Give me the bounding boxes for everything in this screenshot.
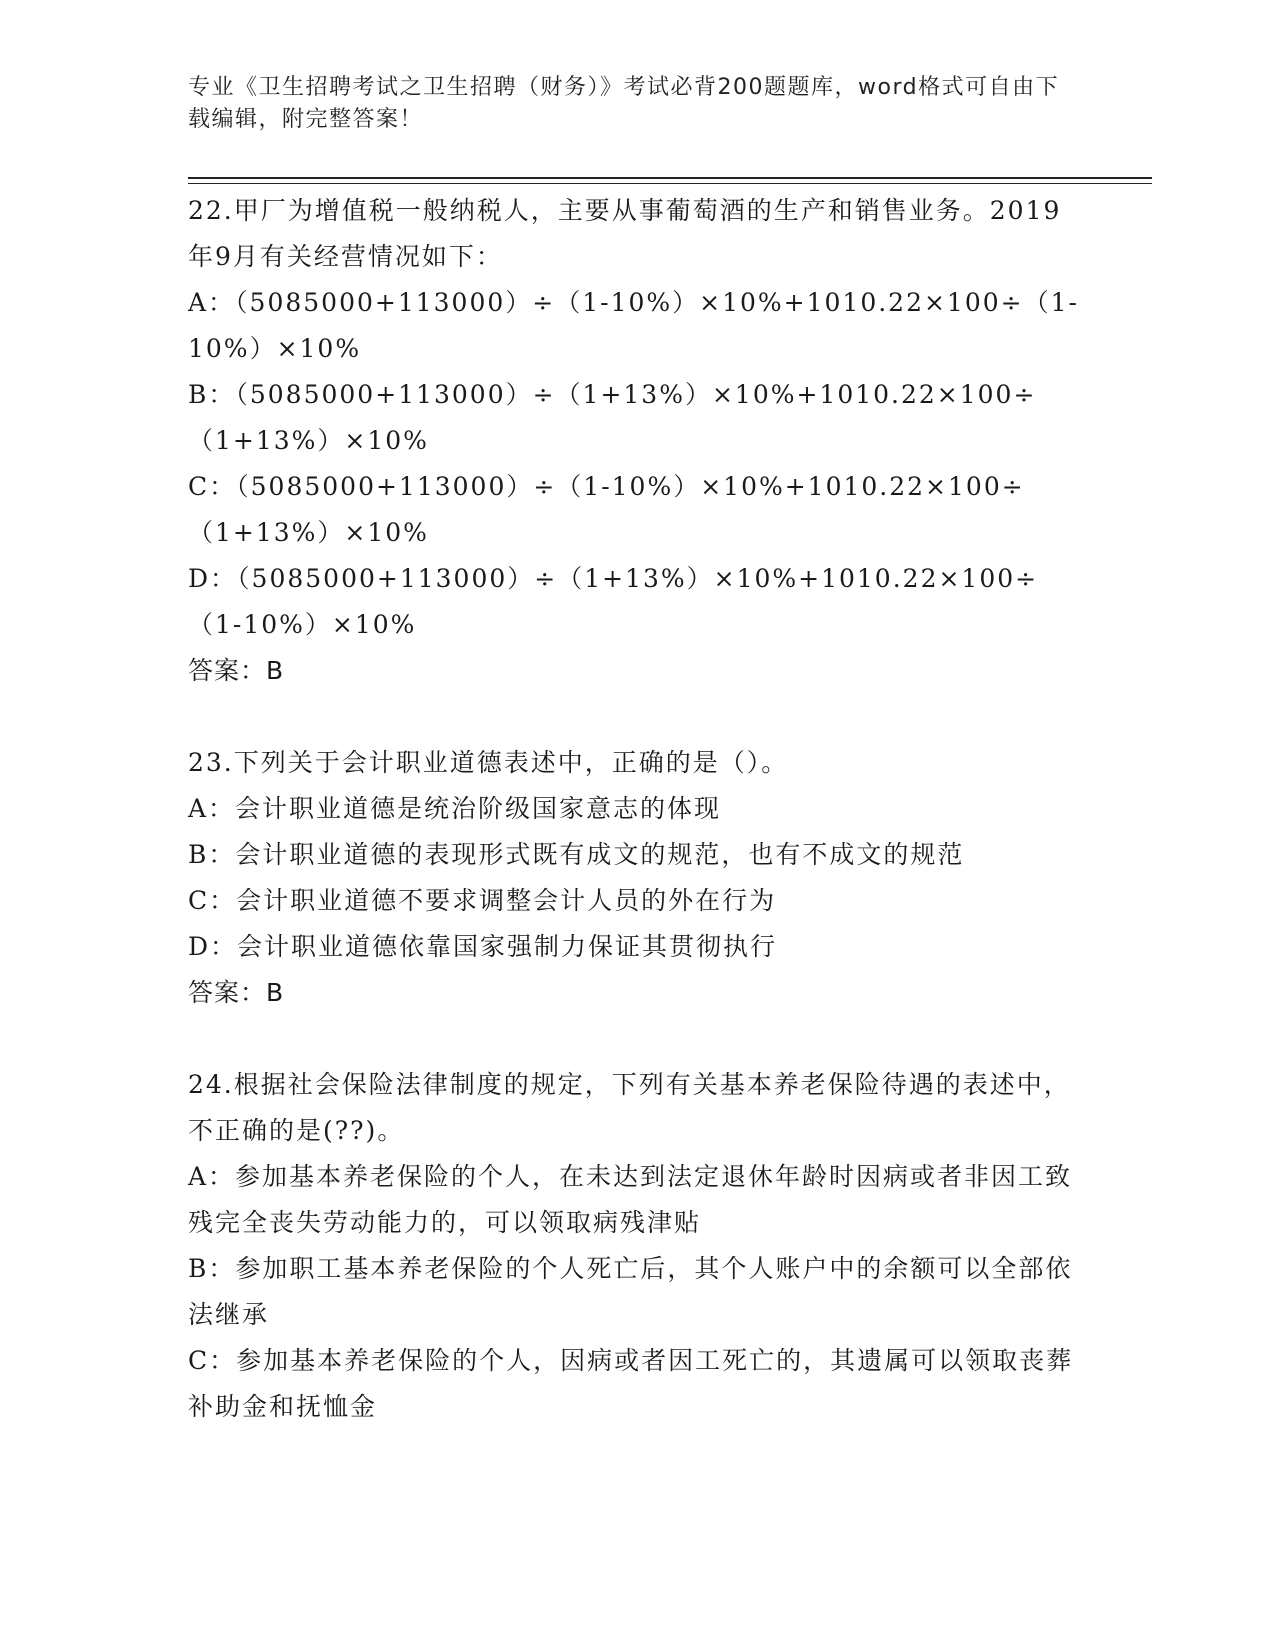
question-list (188, 188, 1088, 1476)
option-c: C：会计职业道德不要求调整会计人员的外在行为 (188, 886, 777, 915)
option-c: C：参加基本养老保险的个人，因病或者因工死亡的，其遗属可以领取丧葬补助金和抚恤金 (188, 1346, 1074, 1421)
document-header: 专业《卫生招聘考试之卫生招聘（财务）》考试必背200题题库，word格式可自由下载编辑，附完整答案！ (188, 75, 1060, 132)
header-divider-thin (188, 183, 1152, 184)
option-b: B：（5085000+113000）÷（1+13%）×10%+1010.22×100÷（1+13%）×10% (188, 380, 1037, 455)
option-d: D：会计职业道德依靠国家强制力保证其贯彻执行 (188, 932, 778, 961)
answer-line: 答案：B (188, 656, 285, 685)
option-a: A：（5085000+113000）÷（1-10%）×10%+1010.22×100÷（1-10%）×10% (188, 288, 1079, 363)
answer-line: 答案：B (188, 978, 285, 1007)
option-b: B：参加职工基本养老保险的个人死亡后，其个人账户中的余额可以全部依法继承 (188, 1254, 1073, 1329)
header-divider (188, 177, 1152, 179)
option-a: A：参加基本养老保险的个人，在未达到法定退休年龄时因病或者非因工致残完全丧失劳动能力的，可以领取病残津贴 (188, 1162, 1073, 1237)
question-24 (188, 1062, 1088, 1430)
option-d: D：（5085000+113000）÷（1+13%）×10%+1010.22×100÷（1-10%）×10% (188, 564, 1039, 639)
question-22 (188, 188, 1088, 694)
question-stem: 24.根据社会保险法律制度的规定，下列有关基本养老保险待遇的表述中，不正确的是(??)。 (188, 1070, 1071, 1145)
question-stem: 23.下列关于会计职业道德表述中，正确的是（）。 (188, 748, 789, 777)
question-stem: 22.甲厂为增值税一般纳税人，主要从事葡萄酒的生产和销售业务。2019年9月有关经营情况如下： (188, 196, 1062, 271)
question-23 (188, 740, 1088, 1016)
option-a: A：会计职业道德是统治阶级国家意志的体现 (188, 794, 722, 823)
option-c: C：（5085000+113000）÷（1-10%）×10%+1010.22×100÷（1+13%）×10% (188, 472, 1025, 547)
option-b: B：会计职业道德的表现形式既有成文的规范，也有不成文的规范 (188, 840, 965, 869)
